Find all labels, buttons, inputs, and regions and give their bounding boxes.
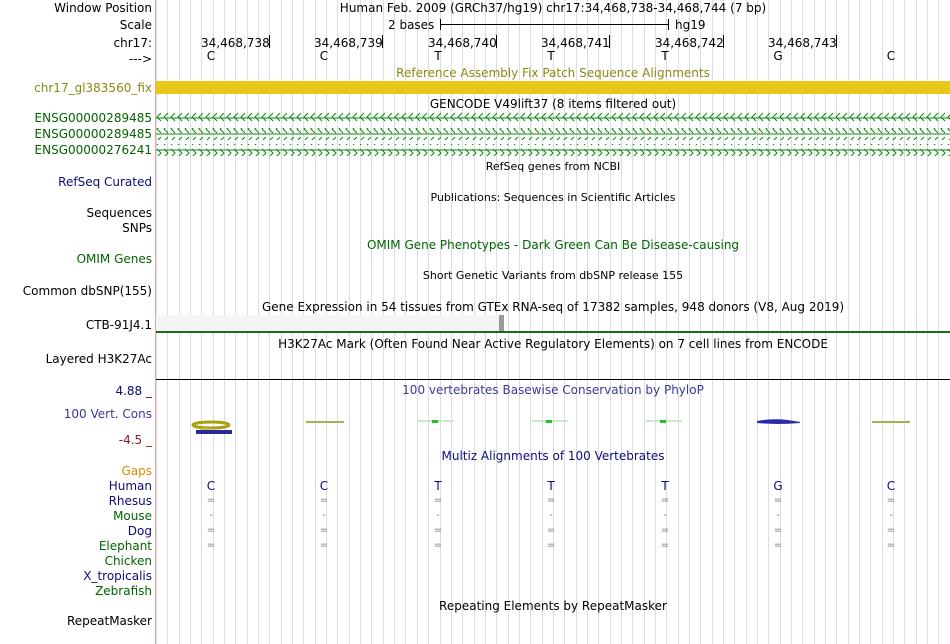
- label-species-rhesus: Rhesus: [108, 494, 152, 508]
- label-cons-min: -4.5 _: [118, 433, 152, 447]
- phylop-mark-4-peak: [546, 420, 552, 423]
- reference-base: G: [773, 49, 783, 63]
- gencode-transcript-1: [156, 112, 950, 124]
- phylop-mark-5-peak: [660, 420, 666, 423]
- dbsnp-title: Short Genetic Variants from dbSNP release 155: [422, 269, 684, 282]
- multiz-mouse-base: -: [209, 510, 213, 521]
- scale-label: 2 bases: [388, 18, 435, 32]
- multiz-mouse-base: -: [776, 510, 780, 521]
- repeatmasker-title: Repeating Elements by RepeatMasker: [439, 599, 667, 613]
- multiz-mouse-base: -: [889, 510, 893, 521]
- multiz-elephant-base: =: [206, 540, 216, 551]
- label-common-dbsnp[interactable]: Common dbSNP(155): [22, 284, 152, 298]
- reference-base: C: [206, 49, 216, 63]
- multiz-mouse-base: -: [663, 510, 667, 521]
- ruler-position-label: 34,468,738: [201, 36, 270, 50]
- label-species-human: Human: [108, 479, 152, 493]
- ruler-position-label: 34,468,742: [655, 36, 724, 50]
- gencode-title: GENCODE V49lift37 (8 items filtered out): [429, 97, 677, 111]
- reference-base: C: [886, 49, 896, 63]
- label-species-elephant: Elephant: [98, 539, 152, 553]
- label-gencode-2[interactable]: ENSG00000289485: [34, 127, 152, 141]
- multiz-rhesus-base: =: [773, 495, 783, 506]
- multiz-dog-base: =: [660, 525, 670, 536]
- reference-base: T: [434, 49, 442, 63]
- publications-title: Publications: Sequences in Scientific Articles: [430, 191, 676, 204]
- h3k27ac-title: H3K27Ac Mark (Often Found Near Active Regulatory Elements) on 7 cell lines from ENCODE: [278, 337, 828, 351]
- reference-base: T: [661, 49, 669, 63]
- label-species-xtropicalis: X_tropicalis: [83, 569, 152, 583]
- multiz-dog-base: =: [319, 525, 329, 536]
- multiz-mouse-base: -: [549, 510, 553, 521]
- multiz-dog-base: =: [773, 525, 783, 536]
- phylop-mark-6: [757, 419, 800, 424]
- multiz-elephant-base: =: [773, 540, 783, 551]
- label-scale: Scale: [119, 18, 152, 32]
- scale-bar: [440, 24, 669, 25]
- multiz-dog-base: =: [433, 525, 443, 536]
- label-repeatmasker[interactable]: RepeatMasker: [66, 614, 152, 628]
- multiz-elephant-base: =: [546, 540, 556, 551]
- gtex-expression-bars[interactable]: [156, 315, 500, 331]
- fix-patch-title: Reference Assembly Fix Patch Sequence Alignments: [396, 66, 710, 80]
- label-species-zebrafish: Zebrafish: [95, 584, 152, 598]
- omim-title: OMIM Gene Phenotypes - Dark Green Can Be Disease-causing: [366, 238, 740, 252]
- ruler-position-label: 34,468,739: [314, 36, 383, 50]
- ruler-position-label: 34,468,740: [428, 36, 497, 50]
- multiz-human-base: G: [773, 479, 783, 493]
- gtex-expression-peak[interactable]: [499, 315, 504, 331]
- label-omim[interactable]: OMIM Genes: [76, 252, 152, 266]
- phylop-mark-3-peak: [432, 420, 438, 423]
- phylop-title: 100 vertebrates Basewise Conservation by PhyloP: [402, 383, 704, 397]
- track-image-area[interactable]: [156, 0, 950, 644]
- label-species-mouse: Mouse: [113, 509, 152, 523]
- label-strand-arrow: --->: [128, 52, 152, 66]
- multiz-rhesus-base: =: [206, 495, 216, 506]
- multiz-dog-base: =: [886, 525, 896, 536]
- label-cons-max: 4.88 _: [115, 384, 152, 398]
- gencode-transcript-3: [156, 144, 950, 156]
- label-chrom: chr17:: [113, 36, 152, 50]
- label-sequences[interactable]: Sequences: [86, 206, 152, 220]
- multiz-rhesus-base: =: [886, 495, 896, 506]
- multiz-dog-base: =: [206, 525, 216, 536]
- assembly-label: hg19: [675, 18, 706, 32]
- multiz-dog-base: =: [546, 525, 556, 536]
- label-window-position: Window Position: [54, 1, 152, 15]
- label-fix-patch[interactable]: chr17_gl383560_fix: [34, 81, 152, 95]
- reference-base: T: [547, 49, 555, 63]
- phylop-mark-7: [872, 421, 910, 423]
- multiz-rhesus-base: =: [319, 495, 329, 506]
- phylop-signal[interactable]: [156, 414, 950, 440]
- multiz-human-base: T: [547, 479, 555, 493]
- label-gencode-1[interactable]: ENSG00000289485: [34, 111, 152, 125]
- multiz-elephant-base: =: [660, 540, 670, 551]
- phylop-mark-1: [193, 422, 232, 434]
- track-label-column: [0, 0, 156, 644]
- multiz-human-base: C: [206, 479, 216, 493]
- gencode-transcript-2: [156, 128, 950, 140]
- label-snps[interactable]: SNPs: [122, 221, 152, 235]
- multiz-mouse-base: -: [436, 510, 440, 521]
- label-h3k27ac[interactable]: Layered H3K27Ac: [45, 352, 152, 366]
- multiz-elephant-base: =: [886, 540, 896, 551]
- reference-base: C: [319, 49, 329, 63]
- h3k27ac-baseline: [156, 379, 950, 380]
- window-position-title: Human Feb. 2009 (GRCh37/hg19) chr17:34,468,738-34,468,744 (7 bp): [339, 1, 767, 15]
- multiz-rhesus-base: =: [546, 495, 556, 506]
- multiz-human-base: C: [886, 479, 896, 493]
- label-species-dog: Dog: [127, 524, 152, 538]
- multiz-human-base: T: [661, 479, 669, 493]
- multiz-title: Multiz Alignments of 100 Vertebrates: [441, 449, 665, 463]
- multiz-elephant-base: =: [433, 540, 443, 551]
- multiz-rhesus-base: =: [660, 495, 670, 506]
- label-species-chicken: Chicken: [104, 554, 152, 568]
- refseq-title: RefSeq genes from NCBI: [485, 160, 621, 173]
- label-gencode-3[interactable]: ENSG00000276241: [34, 143, 152, 157]
- multiz-rhesus-base: =: [433, 495, 443, 506]
- multiz-mouse-base: -: [322, 510, 326, 521]
- gtex-baseline: [156, 331, 950, 333]
- fix-patch-bar[interactable]: [156, 81, 950, 94]
- label-gtex-gene[interactable]: CTB-91J4.1: [85, 318, 152, 332]
- scale-bar-right-tick: [668, 19, 669, 30]
- multiz-human-base: T: [434, 479, 442, 493]
- label-refseq[interactable]: RefSeq Curated: [58, 175, 152, 189]
- multiz-elephant-base: =: [319, 540, 329, 551]
- scale-bar-left-tick: [440, 19, 441, 30]
- gtex-title: Gene Expression in 54 tissues from GTEx RNA-seq of 17382 samples, 948 donors (V8, Aug 2019): [261, 300, 845, 314]
- ruler-position-label: 34,468,741: [541, 36, 610, 50]
- phylop-mark-2: [306, 421, 344, 423]
- gencode-transcripts[interactable]: [156, 111, 950, 159]
- multiz-human-base: C: [319, 479, 329, 493]
- label-gaps: Gaps: [121, 464, 152, 478]
- label-100-vert-cons[interactable]: 100 Vert. Cons: [63, 407, 152, 421]
- ruler-position-label: 34,468,743: [768, 36, 837, 50]
